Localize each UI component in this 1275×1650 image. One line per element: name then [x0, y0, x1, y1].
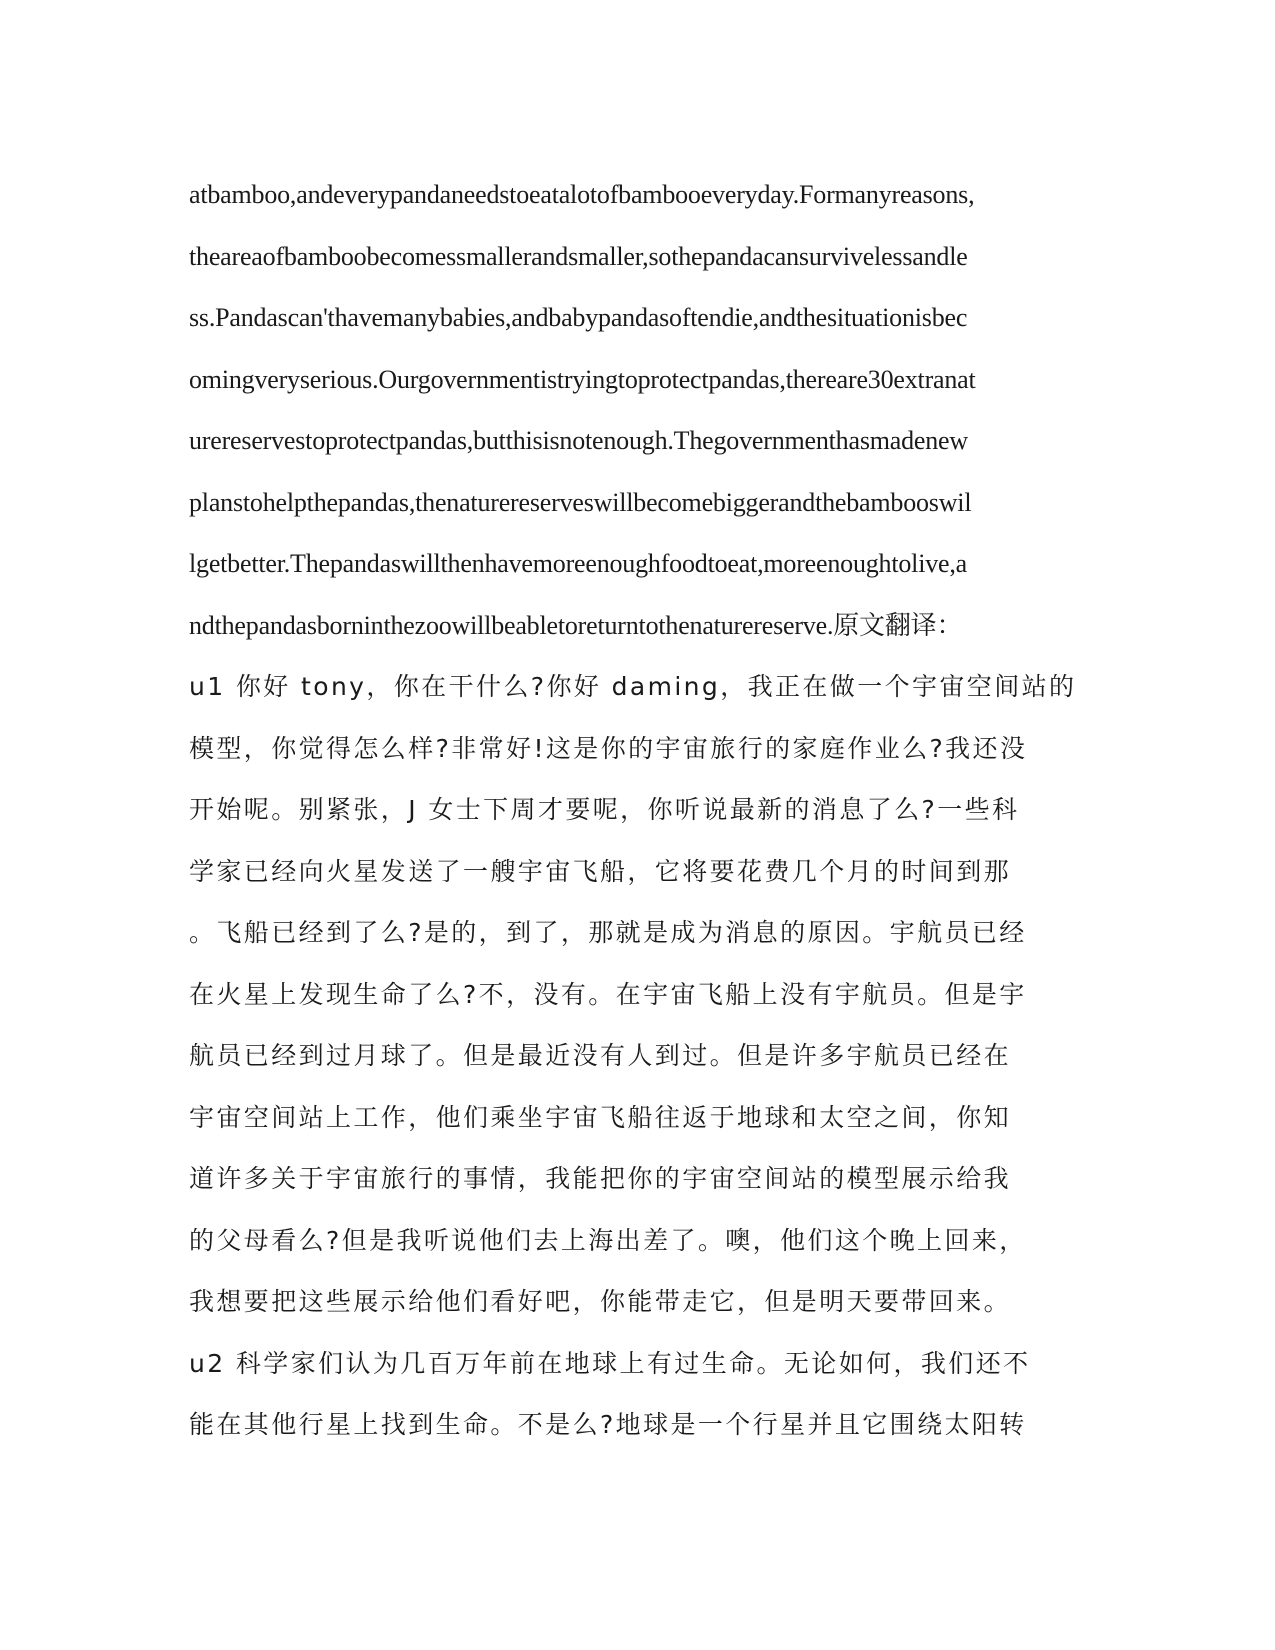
text-line: 模型，你觉得怎么样?非常好!这是你的宇宙旅行的家庭作业么?我还没 [189, 733, 1028, 763]
text-line: u1 你好 tony，你在干什么?你好 daming，我正在做一个宇宙空间站的 [189, 672, 1077, 701]
text-line: urereservestoprotectpandas,butthisisnotenough.Thegovernmenthasmadenew [189, 426, 968, 455]
text-line: omingveryserious.Ourgovernmentistryingtoprotectpandas,thereare30extranat [189, 364, 976, 394]
text-line: 在火星上发现生命了么?不，没有。在宇宙飞船上没有宇航员。但是宇 [189, 979, 1027, 1009]
text-line: 学家已经向火星发送了一艘宇宙飞船，它将要花费几个月的时间到那 [189, 856, 1012, 886]
text-line: planstohelpthepandas,thenaturereserveswillbecomebiggerandthebambooswil [189, 487, 972, 517]
text-line: 道许多关于宇宙旅行的事情，我能把你的宇宙空间站的模型展示给我 [189, 1164, 1012, 1193]
text-line: 能在其他行星上找到生命。不是么?地球是一个行星并且它围绕太阳转 [189, 1410, 1027, 1439]
body-text [189, 164, 1094, 1456]
text-line: 宇宙空间站上工作，他们乘坐宇宙飞船往返于地球和太空之间，你知 [189, 1102, 1012, 1132]
text-line: lgetbetter.Thepandaswillthenhavemoreenoughfoodtoeat,moreenoughtolive,a [189, 549, 968, 578]
text-line: atbamboo,andeverypandaneedstoeatalotofbambooeveryday.Formanyreasons, [189, 180, 975, 209]
text-line: theareaofbamboobecomessmallerandsmaller,sothepandacansurvivelessandle [189, 241, 968, 271]
text-line: 。飞船已经到了么?是的，到了，那就是成为消息的原因。宇航员已经 [189, 918, 1027, 947]
text-line: u2 科学家们认为几百万年前在地球上有过生命。无论如何，我们还不 [189, 1348, 1031, 1378]
text-line: 我想要把这些展示给他们看好吧，你能带走它，但是明天要带回来。 [189, 1287, 1012, 1316]
text-line: 航员已经到过月球了。但是最近没有人到过。但是许多宇航员已经在 [189, 1041, 1012, 1070]
text-line: ndthepandasborninthezoowillbeabletoreturntothenaturereserve.原文翻译： [189, 610, 963, 640]
text-line: 的父母看么?但是我听说他们去上海出差了。噢，他们这个晚上回来， [189, 1225, 1027, 1255]
text-line: ss.Pandascan'thavemanybabies,andbabypandasoftendie,andthesituationisbec [189, 303, 968, 332]
text-line: 开始呢。别紧张，J 女士下周才要呢，你听说最新的消息了么?一些科 [189, 795, 1020, 824]
